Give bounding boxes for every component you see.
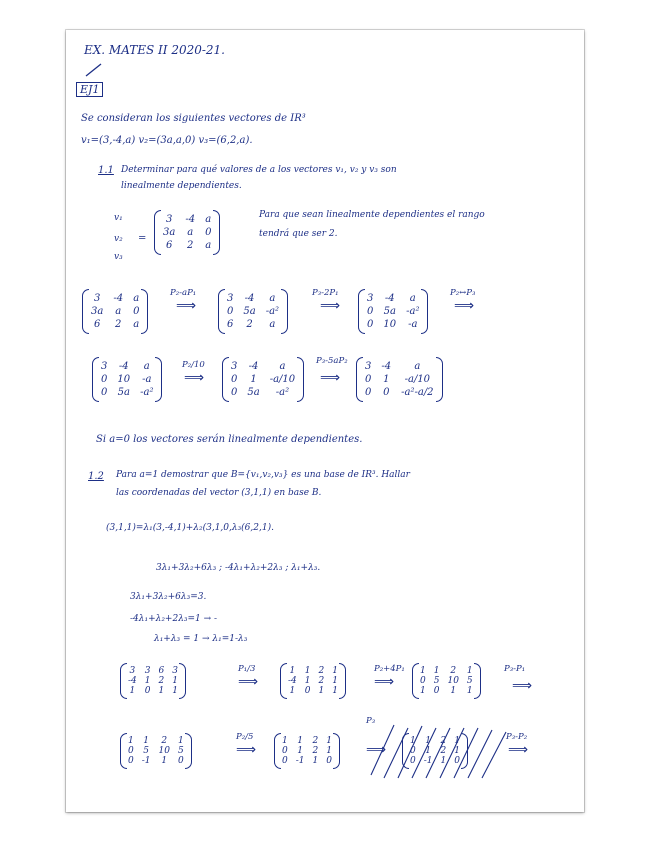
matrix-cell: 2 bbox=[450, 666, 457, 676]
matrix-cell: -a² bbox=[406, 306, 420, 317]
matrix-bracket-left bbox=[82, 289, 89, 334]
matrix-cell: 1 bbox=[420, 666, 426, 676]
matrix-bracket-right bbox=[281, 289, 288, 334]
aug-matrix-4 bbox=[124, 736, 188, 766]
matrix-row bbox=[362, 305, 424, 318]
matrix-cell: 1 bbox=[450, 686, 457, 696]
row-op-2: P₃-2P₁ bbox=[312, 288, 339, 298]
matrix-cell: 5a bbox=[383, 306, 396, 317]
matrix-bracket-left bbox=[274, 733, 281, 769]
system-eq-2: -4λ₁+λ₂+2λ₃=1 → - bbox=[130, 614, 218, 624]
matrix-cell: 1 bbox=[332, 666, 338, 676]
matrix-cell: -1 bbox=[141, 756, 151, 766]
matrix-bracket-left bbox=[154, 210, 161, 255]
matrix-bracket-right bbox=[421, 289, 428, 334]
matrix-cell: a bbox=[205, 240, 212, 251]
matrix-table bbox=[360, 360, 439, 399]
matrix-cell: 0 bbox=[231, 387, 238, 398]
matrix-row bbox=[360, 373, 439, 386]
arrow-icon: ⟹ bbox=[454, 298, 475, 314]
matrix-cell: 1 bbox=[128, 736, 134, 746]
matrix-cell: 0 bbox=[454, 756, 460, 766]
matrix-row bbox=[124, 736, 188, 746]
matrix-step-3 bbox=[362, 292, 424, 331]
matrix-cell: 0 bbox=[410, 756, 416, 766]
matrix-cell: 3a bbox=[91, 306, 104, 317]
row-op-9: P₂/5 bbox=[236, 732, 254, 742]
matrix-cell: 5 bbox=[433, 676, 440, 686]
matrix-bracket-right bbox=[179, 663, 186, 699]
matrix-row bbox=[284, 676, 342, 686]
row-op-11: P₃-P₂ bbox=[506, 732, 528, 742]
matrix-cell: 0 bbox=[205, 227, 212, 238]
system-eq-1: 3λ₁+3λ₂+6λ₃=3. bbox=[130, 592, 207, 602]
intro-text: Se consideran los siguientes vectores de IR³ bbox=[81, 113, 306, 124]
matrix-cell: a bbox=[133, 293, 140, 304]
matrix-bracket-left bbox=[120, 663, 127, 699]
matrix-cell: 2 bbox=[318, 666, 325, 676]
row-op-6: P₁/3 bbox=[238, 664, 256, 674]
matrix-cell: -4 bbox=[288, 676, 297, 686]
matrix-cell: 1 bbox=[250, 374, 257, 385]
matrix-cell: 0 bbox=[144, 686, 151, 696]
matrix-cell: 6 bbox=[158, 666, 165, 676]
scribble-strikethrough bbox=[366, 720, 516, 782]
matrix-row bbox=[362, 292, 424, 305]
matrix-table bbox=[124, 736, 188, 766]
matrix-cell: 1 bbox=[383, 374, 390, 385]
matrix-bracket-left bbox=[412, 663, 419, 699]
matrix-cell: a bbox=[143, 361, 150, 372]
matrix-cell: 1 bbox=[425, 746, 431, 756]
matrix-cell: a bbox=[269, 293, 276, 304]
matrix-cell: 1 bbox=[326, 736, 332, 746]
matrix-cell: a bbox=[279, 361, 286, 372]
matrix-cell: 1 bbox=[297, 736, 303, 746]
matrix-cell: a bbox=[205, 214, 212, 225]
matrix-bracket-left bbox=[120, 733, 127, 769]
matrix-cell: 1 bbox=[289, 666, 296, 676]
matrix-cell: -a/10 bbox=[269, 374, 296, 385]
question-1-1-number: 1.1 bbox=[98, 165, 114, 176]
notebook-page bbox=[66, 30, 584, 812]
matrix-cell: 0 bbox=[133, 306, 140, 317]
matrix-cell: 1 bbox=[172, 686, 178, 696]
matrix-vectors bbox=[158, 213, 216, 252]
matrix-cell: 3 bbox=[231, 361, 238, 372]
matrix-cell: 1 bbox=[172, 676, 178, 686]
row-op-4: P₂/10 bbox=[182, 360, 205, 370]
matrix-cell: 5 bbox=[466, 676, 473, 686]
matrix-row bbox=[222, 305, 284, 318]
matrix-cell: 3 bbox=[172, 666, 178, 676]
arrow-icon: ⟹ bbox=[366, 742, 387, 758]
matrix-cell: -4 bbox=[113, 293, 124, 304]
matrix-cell: -a²-a/2 bbox=[401, 387, 434, 398]
matrix-cell: -a² bbox=[140, 387, 154, 398]
matrix-cell: a bbox=[115, 306, 122, 317]
matrix-cell: 10 bbox=[383, 319, 397, 330]
matrix-cell: 2 bbox=[161, 736, 168, 746]
matrix-cell: 5a bbox=[243, 306, 256, 317]
matrix-cell: 3 bbox=[367, 293, 374, 304]
vec-label-1: v₁ bbox=[114, 213, 123, 223]
row-op-8: P₃-P₁ bbox=[504, 664, 526, 674]
matrix-bracket-right bbox=[141, 289, 148, 334]
matrix-cell: 0 bbox=[177, 756, 184, 766]
matrix-cell: -a/10 bbox=[404, 374, 431, 385]
matrix-cell: 0 bbox=[282, 746, 288, 756]
matrix-cell: 1 bbox=[304, 666, 311, 676]
matrix-row bbox=[158, 213, 216, 226]
matrix-row bbox=[284, 666, 342, 676]
matrix-row bbox=[124, 756, 188, 766]
pen-stroke-mark bbox=[84, 62, 104, 78]
matrix-cell: 3 bbox=[93, 293, 101, 304]
matrix-cell: 2 bbox=[246, 319, 253, 330]
matrix-cell: 3a bbox=[163, 227, 176, 238]
aug-matrix-5 bbox=[278, 736, 336, 766]
matrix-cell: a bbox=[269, 319, 276, 330]
matrix-cell: 3 bbox=[129, 666, 136, 676]
matrix-row bbox=[96, 373, 158, 386]
matrix-row bbox=[226, 373, 300, 386]
matrix-step-5 bbox=[226, 360, 300, 399]
question-1-1-line2: linealmente dependientes. bbox=[121, 181, 242, 191]
system-eq-3: λ₁+λ₃ = 1 → λ₁=1-λ₃ bbox=[154, 634, 248, 644]
matrix-row bbox=[124, 686, 182, 696]
equation-2: 3λ₁+3λ₂+6λ₃ ; -4λ₁+λ₂+2λ₃ ; λ₁+λ₃. bbox=[156, 563, 321, 573]
row-op-10: P₃ bbox=[366, 716, 376, 726]
matrix-cell: 1 bbox=[454, 736, 460, 746]
matrix-bracket-right bbox=[297, 357, 304, 402]
matrix-cell: 3 bbox=[365, 361, 372, 372]
matrix-row bbox=[416, 686, 477, 696]
matrix-cell: 0 bbox=[433, 686, 440, 696]
matrix-step-1 bbox=[86, 292, 144, 331]
matrix-row bbox=[96, 386, 158, 399]
matrix-cell: 0 bbox=[128, 756, 134, 766]
matrix-cell: -a² bbox=[275, 387, 290, 398]
matrix-bracket-right bbox=[213, 210, 220, 255]
matrix-cell: 1 bbox=[144, 676, 151, 686]
arrow-icon: ⟹ bbox=[320, 370, 341, 386]
matrix-row bbox=[124, 676, 182, 686]
question-1-2-line1: Para a=1 demostrar que B={v₁,v₂,v₃} es una base de IR³. Hallar bbox=[116, 470, 410, 480]
matrix-row bbox=[416, 676, 477, 686]
vec-label-3: v₃ bbox=[114, 252, 123, 262]
matrix-cell: 2 bbox=[312, 746, 319, 756]
arrow-icon: ⟹ bbox=[508, 742, 529, 758]
matrix-row bbox=[278, 746, 336, 756]
matrix-cell: 5a bbox=[247, 387, 260, 398]
matrix-row bbox=[362, 318, 424, 331]
matrix-row bbox=[360, 386, 439, 399]
matrix-cell: a bbox=[409, 293, 416, 304]
matrix-cell: -1 bbox=[295, 756, 305, 766]
matrix-cell: 2 bbox=[440, 736, 447, 746]
matrix-cell: 0 bbox=[410, 746, 416, 756]
matrix-cell: a bbox=[187, 227, 194, 238]
matrix-table bbox=[158, 213, 216, 252]
matrix-table bbox=[96, 360, 158, 399]
matrix-bracket-left bbox=[358, 289, 365, 334]
rank-note-line1: Para que sean linealmente dependientes el rango bbox=[259, 210, 485, 220]
matrix-row bbox=[86, 318, 144, 331]
row-op-3: P₂↔P₃ bbox=[450, 288, 476, 298]
rank-note-line2: tendrá que ser 2. bbox=[259, 229, 338, 239]
matrix-cell: 10 bbox=[117, 374, 131, 385]
matrix-cell: 1 bbox=[440, 756, 447, 766]
matrix-step-4 bbox=[96, 360, 158, 399]
matrix-cell: 6 bbox=[227, 319, 234, 330]
matrix-cell: 1 bbox=[158, 686, 165, 696]
aug-matrix-1 bbox=[124, 666, 182, 696]
matrix-cell: 0 bbox=[365, 374, 372, 385]
matrix-cell: 0 bbox=[128, 746, 134, 756]
matrix-cell: -4 bbox=[185, 214, 196, 225]
matrix-bracket-left bbox=[218, 289, 225, 334]
matrix-row bbox=[222, 318, 284, 331]
matrix-step-6 bbox=[360, 360, 439, 399]
matrix-cell: 1 bbox=[143, 736, 149, 746]
arrow-icon: ⟹ bbox=[374, 674, 395, 690]
arrow-icon: ⟹ bbox=[176, 298, 197, 314]
matrix-cell: 1 bbox=[312, 756, 319, 766]
matrix-cell: 0 bbox=[304, 686, 311, 696]
matrix-table bbox=[222, 292, 284, 331]
matrix-cell: 1 bbox=[332, 686, 338, 696]
matrix-cell: 1 bbox=[129, 686, 136, 696]
matrix-table bbox=[124, 666, 182, 696]
matrix-cell: a bbox=[133, 319, 140, 330]
matrix-row bbox=[158, 239, 216, 252]
matrix-cell: 2 bbox=[115, 319, 122, 330]
matrix-cell: 2 bbox=[440, 746, 447, 756]
matrix-bracket-right bbox=[339, 663, 346, 699]
matrix-row bbox=[226, 360, 300, 373]
matrix-cell: 1 bbox=[454, 746, 460, 756]
matrix-cell: 0 bbox=[326, 756, 332, 766]
matrix-cell: -4 bbox=[384, 293, 395, 304]
matrix-cell: -4 bbox=[118, 361, 129, 372]
matrix-cell: 1 bbox=[410, 736, 416, 746]
matrix-cell: 0 bbox=[101, 374, 108, 385]
matrix-cell: -4 bbox=[381, 361, 392, 372]
arrow-icon: ⟹ bbox=[320, 298, 341, 314]
matrix-cell: 1 bbox=[425, 736, 431, 746]
matrix-cell: 0 bbox=[367, 319, 374, 330]
question-1-2-line2: las coordenadas del vector (3,1,1) en base B. bbox=[116, 488, 322, 498]
matrix-row bbox=[86, 305, 144, 318]
aug-matrix-2 bbox=[284, 666, 342, 696]
matrix-table bbox=[226, 360, 300, 399]
equation-1: (3,1,1)=λ₁(3,-4,1)+λ₂(3,1,0,λ₃(6,2,1). bbox=[106, 523, 274, 533]
matrix-bracket-right bbox=[333, 733, 340, 769]
exercise-label: EJ1 bbox=[76, 82, 103, 97]
matrix-cell: 1 bbox=[326, 746, 332, 756]
arrow-icon: ⟹ bbox=[236, 742, 257, 758]
matrix-bracket-right bbox=[474, 663, 481, 699]
matrix-cell: 1 bbox=[161, 756, 168, 766]
matrix-cell: 0 bbox=[282, 756, 288, 766]
matrix-cell: 2 bbox=[187, 240, 194, 251]
matrix-row bbox=[222, 292, 284, 305]
matrix-bracket-right bbox=[185, 733, 192, 769]
matrix-cell: 0 bbox=[420, 676, 426, 686]
matrix-cell: 0 bbox=[383, 387, 390, 398]
matrix-cell: 10 bbox=[158, 746, 170, 756]
matrix-cell: 1 bbox=[466, 666, 473, 676]
matrix-row bbox=[278, 736, 336, 746]
matrix-cell: 1 bbox=[289, 686, 296, 696]
matrix-cell: -a² bbox=[265, 306, 280, 317]
matrix-cell: 1 bbox=[282, 736, 288, 746]
matrix-row bbox=[360, 360, 439, 373]
question-1-2-number: 1.2 bbox=[88, 471, 104, 482]
row-op-5: P₃-5aP₂ bbox=[316, 356, 348, 366]
matrix-cell: 1 bbox=[420, 686, 426, 696]
matrix-cell: 0 bbox=[365, 387, 372, 398]
matrix-row bbox=[86, 292, 144, 305]
matrix-cell: 0 bbox=[367, 306, 374, 317]
arrow-icon: ⟹ bbox=[512, 678, 533, 694]
vec-label-2: v₂ bbox=[114, 234, 123, 244]
matrix-cell: -a bbox=[142, 374, 152, 385]
matrix-row bbox=[124, 666, 182, 676]
matrix-cell: 5 bbox=[177, 746, 184, 756]
matrix-cell: 1 bbox=[297, 746, 303, 756]
matrix-cell: 2 bbox=[312, 736, 319, 746]
matrix-cell: 0 bbox=[101, 387, 108, 398]
matrix-row bbox=[226, 386, 300, 399]
matrix-table bbox=[86, 292, 144, 331]
matrix-cell: 1 bbox=[466, 686, 473, 696]
row-op-1: P₂-aP₁ bbox=[170, 288, 197, 298]
matrix-cell: 0 bbox=[227, 306, 234, 317]
matrix-cell: -4 bbox=[128, 676, 137, 686]
matrix-cell: 1 bbox=[433, 666, 440, 676]
matrix-cell: -a bbox=[408, 319, 418, 330]
matrix-table bbox=[278, 736, 336, 766]
matrix-cell: 6 bbox=[93, 319, 101, 330]
matrix-row bbox=[124, 746, 188, 756]
matrix-cell: 2 bbox=[158, 676, 165, 686]
matrix-cell: 3 bbox=[227, 293, 234, 304]
matrix-table bbox=[362, 292, 424, 331]
matrix-cell: 3 bbox=[165, 214, 173, 225]
matrix-bracket-left bbox=[280, 663, 287, 699]
matrix-bracket-left bbox=[92, 357, 99, 402]
matrix-cell: -4 bbox=[244, 293, 255, 304]
row-op-7: P₂+4P₁ bbox=[374, 664, 405, 674]
arrow-icon: ⟹ bbox=[238, 674, 259, 690]
equals-sign: = bbox=[138, 233, 147, 244]
matrix-row bbox=[96, 360, 158, 373]
matrix-cell: 6 bbox=[165, 240, 173, 251]
matrix-bracket-left bbox=[356, 357, 363, 402]
matrix-cell: 3 bbox=[144, 666, 151, 676]
matrix-bracket-left bbox=[222, 357, 229, 402]
arrow-icon: ⟹ bbox=[184, 370, 205, 386]
matrix-step-2 bbox=[222, 292, 284, 331]
matrix-cell: -1 bbox=[423, 756, 433, 766]
matrix-cell: 5 bbox=[143, 746, 149, 756]
conclusion-text: Si a=0 los vectores serán linealmente dependientes. bbox=[96, 434, 363, 445]
aug-matrix-3 bbox=[416, 666, 477, 696]
matrix-cell: 2 bbox=[318, 676, 325, 686]
matrix-cell: 1 bbox=[318, 686, 325, 696]
matrix-cell: a bbox=[414, 361, 421, 372]
matrix-cell: -4 bbox=[248, 361, 259, 372]
matrix-cell: 5a bbox=[117, 387, 130, 398]
matrix-row bbox=[416, 666, 477, 676]
matrix-row bbox=[284, 686, 342, 696]
matrix-bracket-right bbox=[155, 357, 162, 402]
matrix-row bbox=[158, 226, 216, 239]
matrix-cell: 0 bbox=[231, 374, 238, 385]
question-1-1-line1: Determinar para qué valores de a los vectores v₁, v₂ y v₃ son bbox=[121, 165, 397, 175]
matrix-table bbox=[284, 666, 342, 696]
matrix-cell: 1 bbox=[304, 676, 311, 686]
matrix-cell: 3 bbox=[101, 361, 108, 372]
matrix-table bbox=[416, 666, 477, 696]
vector-definitions: v₁=(3,-4,a) v₂=(3a,a,0) v₃=(6,2,a). bbox=[81, 135, 253, 146]
matrix-row bbox=[278, 756, 336, 766]
matrix-cell: 10 bbox=[447, 676, 459, 686]
matrix-cell: 1 bbox=[177, 736, 184, 746]
matrix-bracket-right bbox=[436, 357, 443, 402]
matrix-cell: 1 bbox=[332, 676, 338, 686]
page-header: EX. MATES II 2020-21. bbox=[84, 43, 225, 57]
